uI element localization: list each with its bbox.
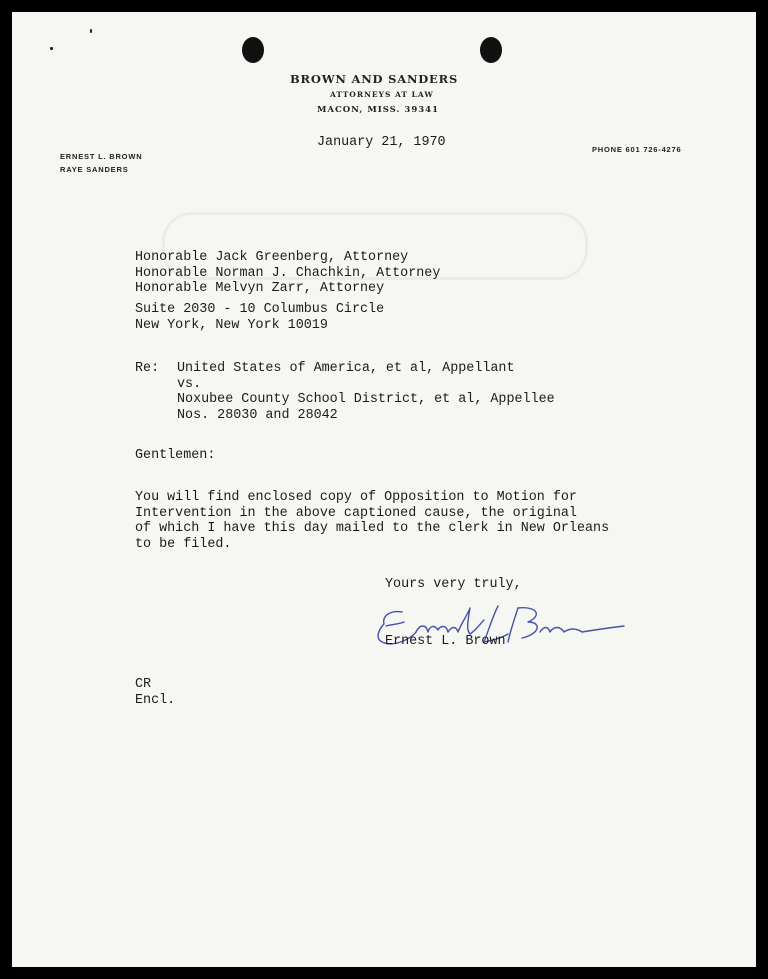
- recipient-line: Honorable Norman J. Chachkin, Attorney: [135, 265, 441, 281]
- paper-speck: [90, 29, 92, 33]
- case-line: Nos. 28030 and 28042: [177, 407, 338, 423]
- body-line: You will find enclosed copy of Opposition to Motion for: [135, 490, 577, 505]
- punch-hole-left: [242, 37, 264, 63]
- recipient-block: [135, 250, 440, 297]
- body-line: to be filed.: [135, 536, 232, 552]
- address-line: New York, New York 10019: [135, 317, 328, 333]
- paper-speck: [50, 47, 53, 50]
- partner-name: ERNEST L. BROWN: [60, 152, 143, 161]
- recipient-line: Honorable Jack Greenberg, Attorney: [135, 250, 409, 265]
- letter-page: [12, 12, 756, 967]
- case-line: vs.: [177, 376, 202, 392]
- salutation: Gentlemen:: [135, 448, 216, 463]
- closing: Yours very truly,: [385, 577, 522, 592]
- recipient-address: [135, 302, 384, 333]
- firm-address: MACON, MISS. 39341: [317, 105, 439, 115]
- letter-body: [135, 490, 609, 552]
- enclosure-notation: Encl.: [135, 692, 176, 708]
- re-case-block: [177, 361, 555, 423]
- bleed-through-text: [262, 160, 292, 191]
- partner-name: RAYE SANDERS: [60, 165, 129, 174]
- re-label: Re:: [135, 361, 160, 376]
- address-line: Suite 2030 - 10 Columbus Circle: [135, 302, 385, 317]
- footer-notations: [135, 677, 175, 708]
- signatory-name: Ernest L. Brown: [385, 634, 506, 649]
- punch-hole-right: [480, 37, 502, 63]
- typist-initials: CR: [135, 677, 152, 692]
- letter-date: January 21, 1970: [317, 135, 446, 150]
- case-line: United States of America, et al, Appellant: [177, 361, 515, 376]
- firm-phone: PHONE 601 726-4276: [592, 145, 682, 154]
- case-line: Noxubee County School District, et al, Appellee: [177, 392, 555, 407]
- firm-tagline: ATTORNEYS AT LAW: [330, 90, 434, 99]
- body-line: of which I have this day mailed to the clerk in New Orleans: [135, 521, 610, 536]
- body-line: Intervention in the above captioned cause, the original: [135, 505, 577, 521]
- recipient-line: Honorable Melvyn Zarr, Attorney: [135, 281, 385, 296]
- firm-name: BROWN AND SANDERS: [290, 72, 459, 86]
